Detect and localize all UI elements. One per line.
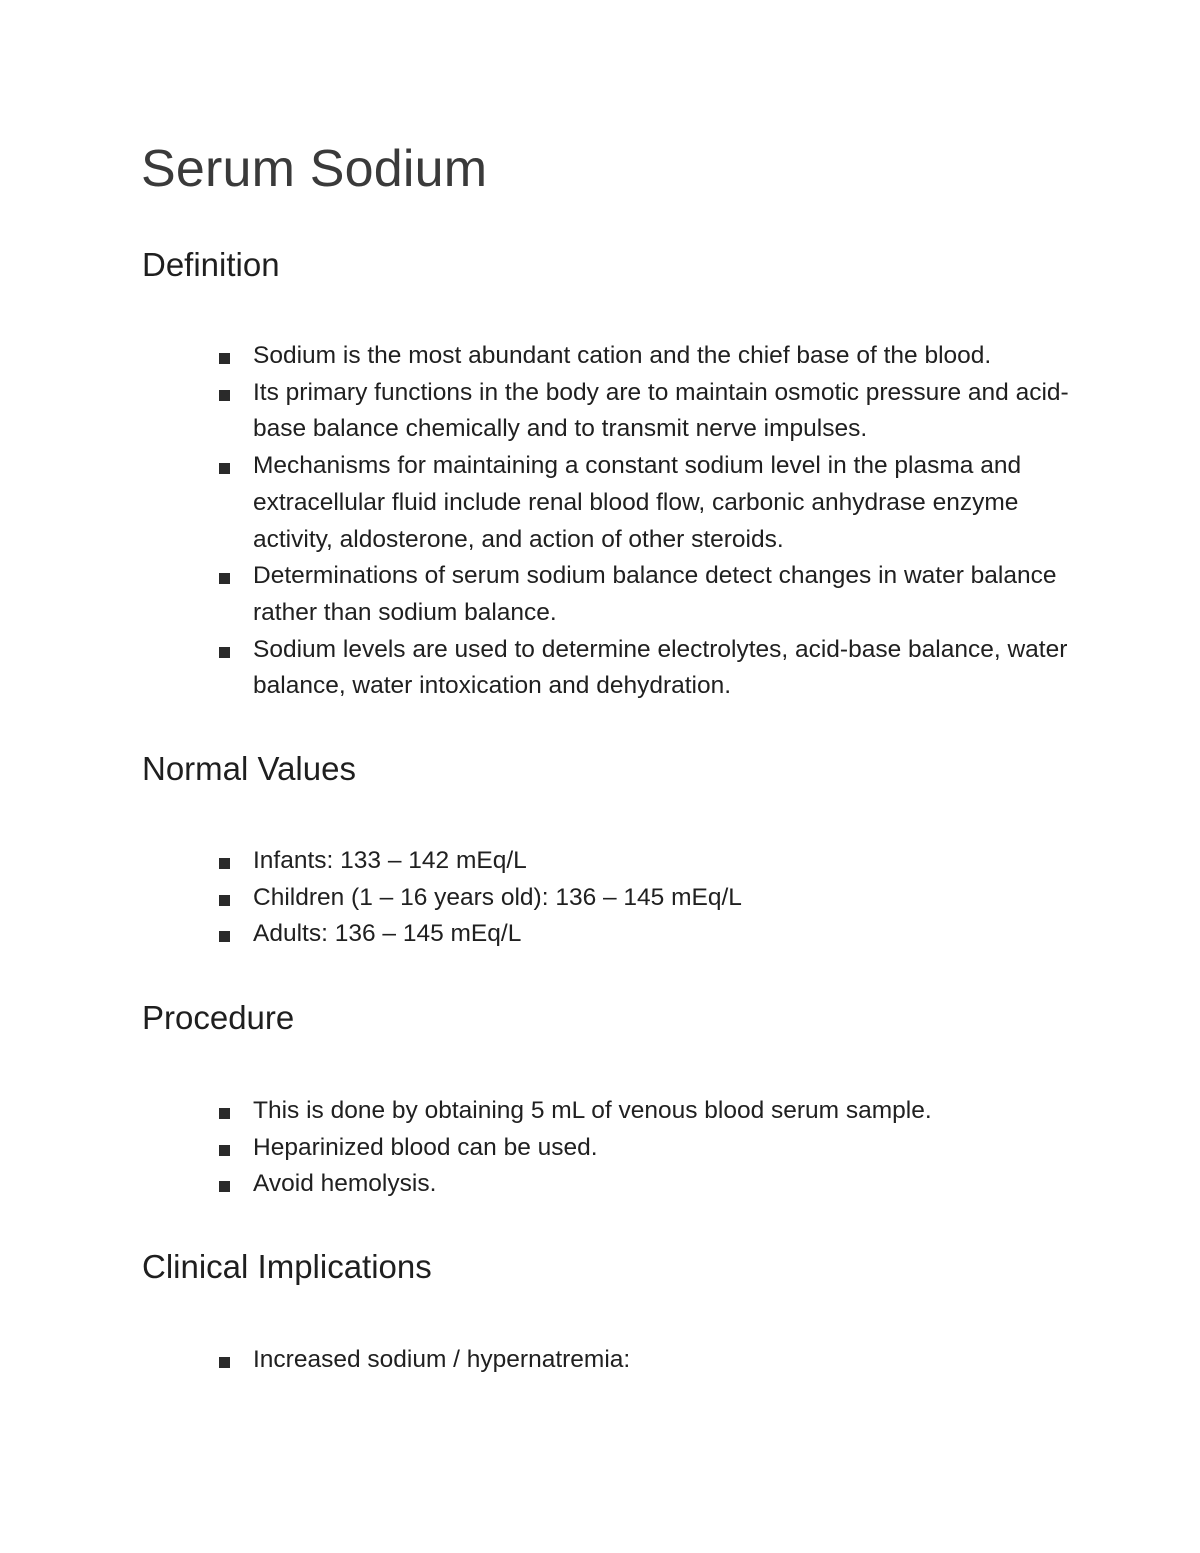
- square-bullet-icon: [219, 573, 230, 584]
- clinical-implications-list: [0, 1342, 1200, 1379]
- list-item-text: Children (1 – 16 years old): 136 – 145 mEq/L: [253, 883, 742, 911]
- square-bullet-icon: [219, 463, 230, 474]
- list-item-text: Infants: 133 – 142 mEq/L: [253, 847, 527, 874]
- list-item: [0, 1130, 1083, 1167]
- list-item-text: This is done by obtaining 5 mL of venous blood serum sample.: [253, 1097, 932, 1124]
- section-heading-procedure: Procedure: [142, 999, 295, 1036]
- square-bullet-icon: [219, 390, 230, 401]
- list-item: [0, 632, 1083, 705]
- list-item-text: Avoid hemolysis.: [253, 1170, 437, 1198]
- list-item-text: Sodium is the most abundant cation and the chief base of the blood.: [253, 342, 992, 369]
- list-item-text: Adults: 136 – 145 mEq/L: [253, 920, 522, 948]
- square-bullet-icon: [219, 931, 230, 942]
- square-bullet-icon: [219, 895, 230, 906]
- section-heading-normal-values: Normal Values: [142, 750, 356, 787]
- list-item-text: Its primary functions in the body are to maintain osmotic pressure and acid-base balance chemically and to transmit nerve impulses.: [253, 378, 1069, 443]
- list-item-text: Heparinized blood can be used.: [253, 1133, 598, 1161]
- square-bullet-icon: [219, 1181, 230, 1192]
- square-bullet-icon: [219, 1108, 230, 1119]
- square-bullet-icon: [219, 353, 230, 364]
- list-item: [0, 1342, 1083, 1379]
- square-bullet-icon: [219, 1357, 230, 1368]
- procedure-list: [0, 1093, 1200, 1203]
- section-heading-definition: Definition: [142, 246, 280, 283]
- list-item: [0, 843, 1083, 880]
- list-item-text: Sodium levels are used to determine electrolytes, acid-base balance, water balance, water intoxication and dehydration.: [253, 635, 1068, 700]
- list-item-text: Mechanisms for maintaining a constant sodium level in the plasma and extracellular fluid include renal blood flow, carbonic anhydrase enzyme activity, aldosterone, and action of other steroids.: [253, 452, 1022, 553]
- list-item: [0, 558, 1083, 631]
- square-bullet-icon: [219, 647, 230, 658]
- square-bullet-icon: [219, 858, 230, 869]
- list-item-text: Determinations of serum sodium balance detect changes in water balance rather than sodium balance.: [253, 562, 1057, 626]
- list-item-text: Increased sodium / hypernatremia:: [253, 1346, 631, 1373]
- list-item: [0, 1093, 1083, 1130]
- square-bullet-icon: [219, 1145, 230, 1156]
- normal-values-list: [0, 843, 1200, 953]
- list-item: [0, 448, 1083, 558]
- page-title: Serum Sodium: [141, 140, 488, 198]
- list-item: [0, 916, 1083, 953]
- definition-list: [0, 338, 1200, 705]
- list-item: [0, 375, 1083, 448]
- list-item: [0, 1166, 1083, 1203]
- list-item: [0, 880, 1083, 917]
- list-item: [0, 338, 1083, 375]
- section-heading-clinical-implications: Clinical Implications: [142, 1248, 432, 1285]
